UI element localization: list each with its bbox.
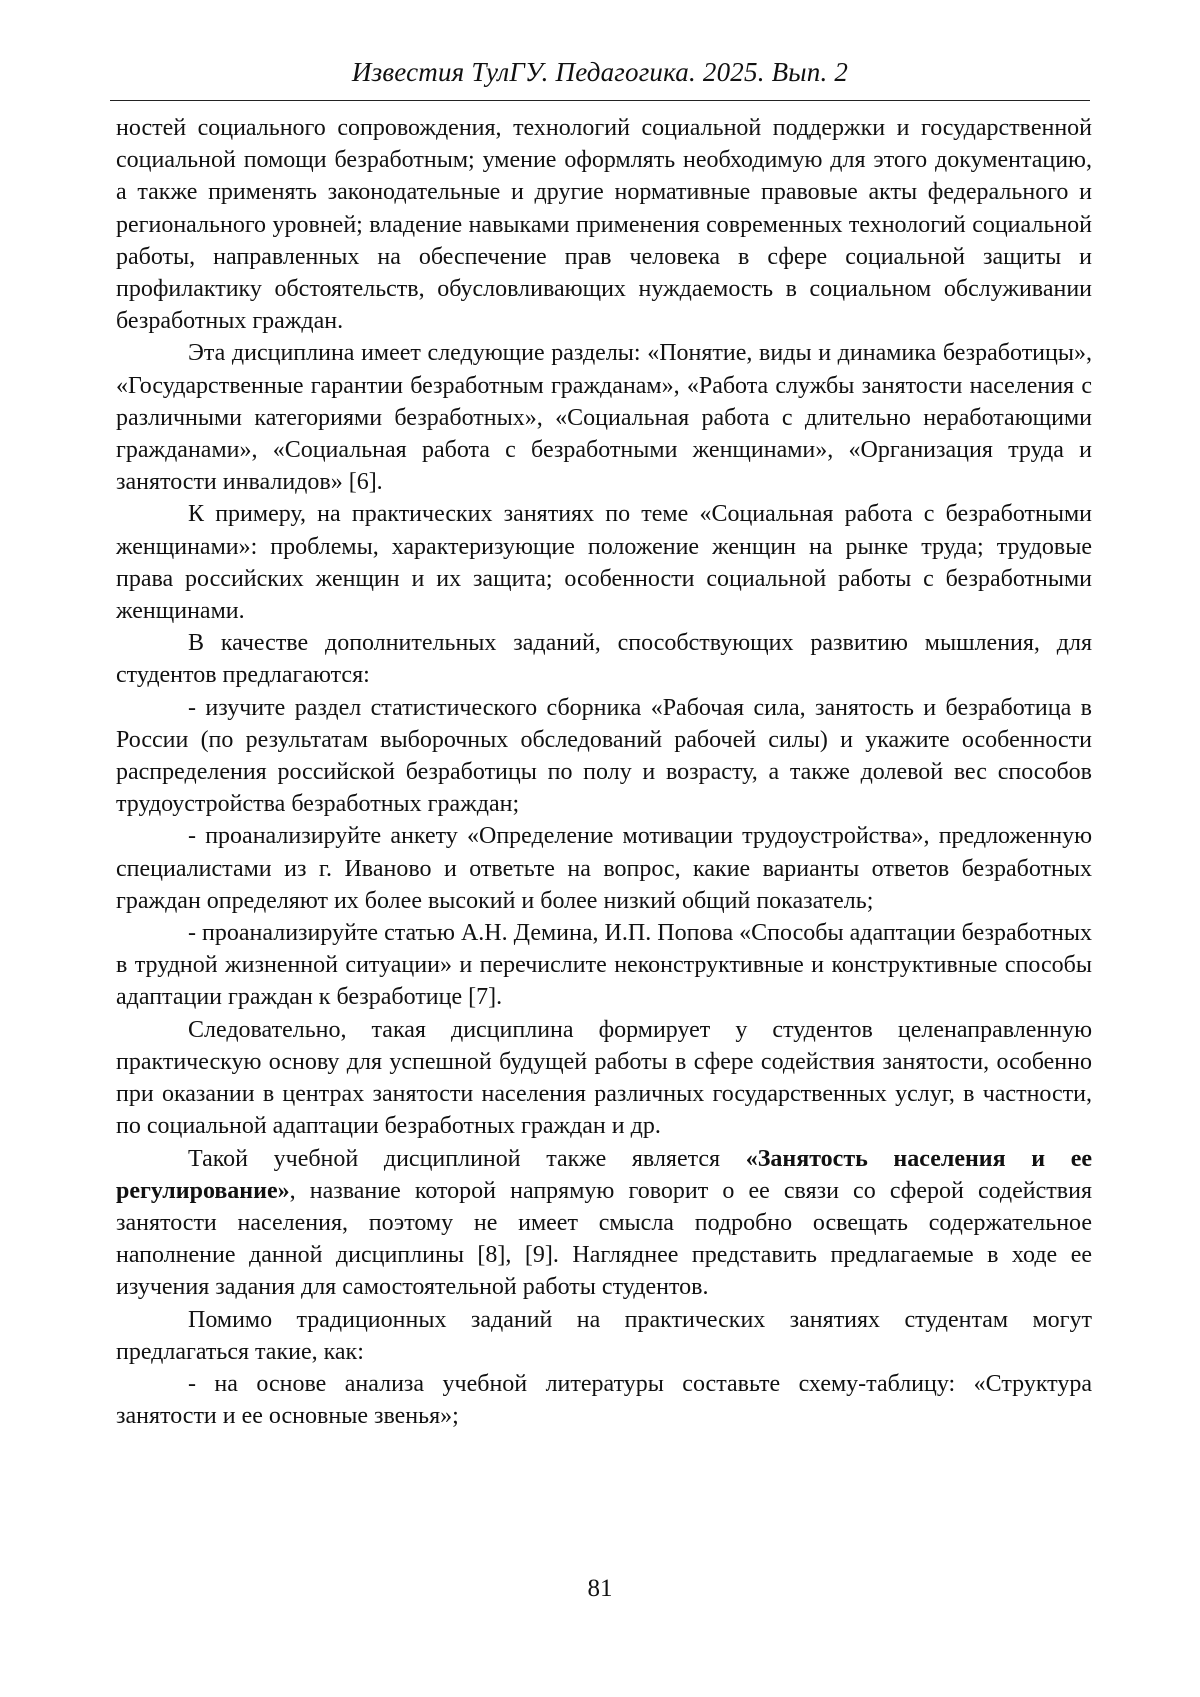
discipline-title-bold: «Занятость населения и ее регулирование» [116,1145,1093,1204]
running-header: Известия ТулГУ. Педагогика. 2025. Вып. 2 [351,57,849,87]
paragraph-example: К примеру, на практических занятиях по теме «Социальная работа с безработными женщинами»: проблемы, характеризующие положение женщин на рынке труда; трудовые права российских женщин и их защита; особенности социальной работы с безработными женщинами. [116,501,1092,625]
paragraph-conclusion: Следовательно, такая дисциплина формирует у студентов целенаправленную практическую основу для успешной будущей работы в сфере содействия занятости, особенно при оказании в центрах занятости населения различных государственных услуг, в частности, по социальной адаптации безработных граждан и др. [116,1016,1092,1140]
list-item-statistics: - изучите раздел статистического сборника «Рабочая сила, занятость и безработица в России (по результатам выборочных обследований рабочей силы) и укажите особенности распределения российской безработицы по полу и возрасту, а также долевой вес способов трудоустройства безработных граждан; [116,694,1092,818]
paragraph-sections: Эта дисциплина имеет следующие разделы: «Понятие, виды и динамика безработицы», «Государственные гарантии безработным гражданам», «Работа службы занятости населения с различными категориями безработных», «Социальная работа с длительно неработающими гражданами», «Социальная работа с безработными женщинами», «Организация труда и занятости инвалидов» [6]. [116,340,1092,496]
list-item-questionnaire: - проанализируйте анкету «Определение мотивации трудоустройства», предложенную специалистами из г. Иваново и ответьте на вопрос, какие варианты ответов безработных граждан определяют их более высокий и более низкий общий показатель; [116,823,1092,914]
paragraph-employment-discipline [116,1143,1092,1304]
header-rule [110,100,1090,101]
paragraph-traditional-tasks: Помимо традиционных заданий на практических занятиях студентам могут предлагаться такие, как: [116,1306,1092,1365]
list-item-article: - проанализируйте статью А.Н. Демина, И.П. Попова «Способы адаптации безработных в трудной жизненной ситуации» и перечислите неконструктивные и конструктивные способы адаптации граждан к безработице [7]. [116,920,1092,1011]
paragraph-text-after: , название которой напрямую говорит о ее связи со сферой содействия занятости населения, поэтому не имеет смысла подробно освещать содержательное наполнение данной дисциплины [8], [9]. Нагляднее представить предлагаемые в ходе ее изучения задания для самостоятельной работы студентов. [116,1177,1092,1301]
page-number: 81 [587,1575,613,1602]
list-item-scheme-table: - на основе анализа учебной литературы составьте схему-таблицу: «Структура занятости и ее основные звенья»; [116,1370,1092,1430]
paragraph-continuation: ностей социального сопровождения, технологий социальной поддержки и государственной социальной помощи безработным; умение оформлять необходимую для этого документацию, а также применять законодательные и другие нормативные правовые акты федерального и регионального уровней; владение навыками применения современных технологий социальной работы, направленных на обеспечение прав человека в сфере социальной защиты и профилактику обстоятельств, обусловливающих нуждаемость в социальном обслуживании безработных граждан. [116,115,1092,335]
paragraph-additional-tasks: В качестве дополнительных заданий, способствующих развитию мышления, для студентов предлагаются: [116,630,1092,689]
paragraph-text-before: Такой учебной дисциплиной также является [188,1145,746,1172]
body-text [116,112,1092,1432]
